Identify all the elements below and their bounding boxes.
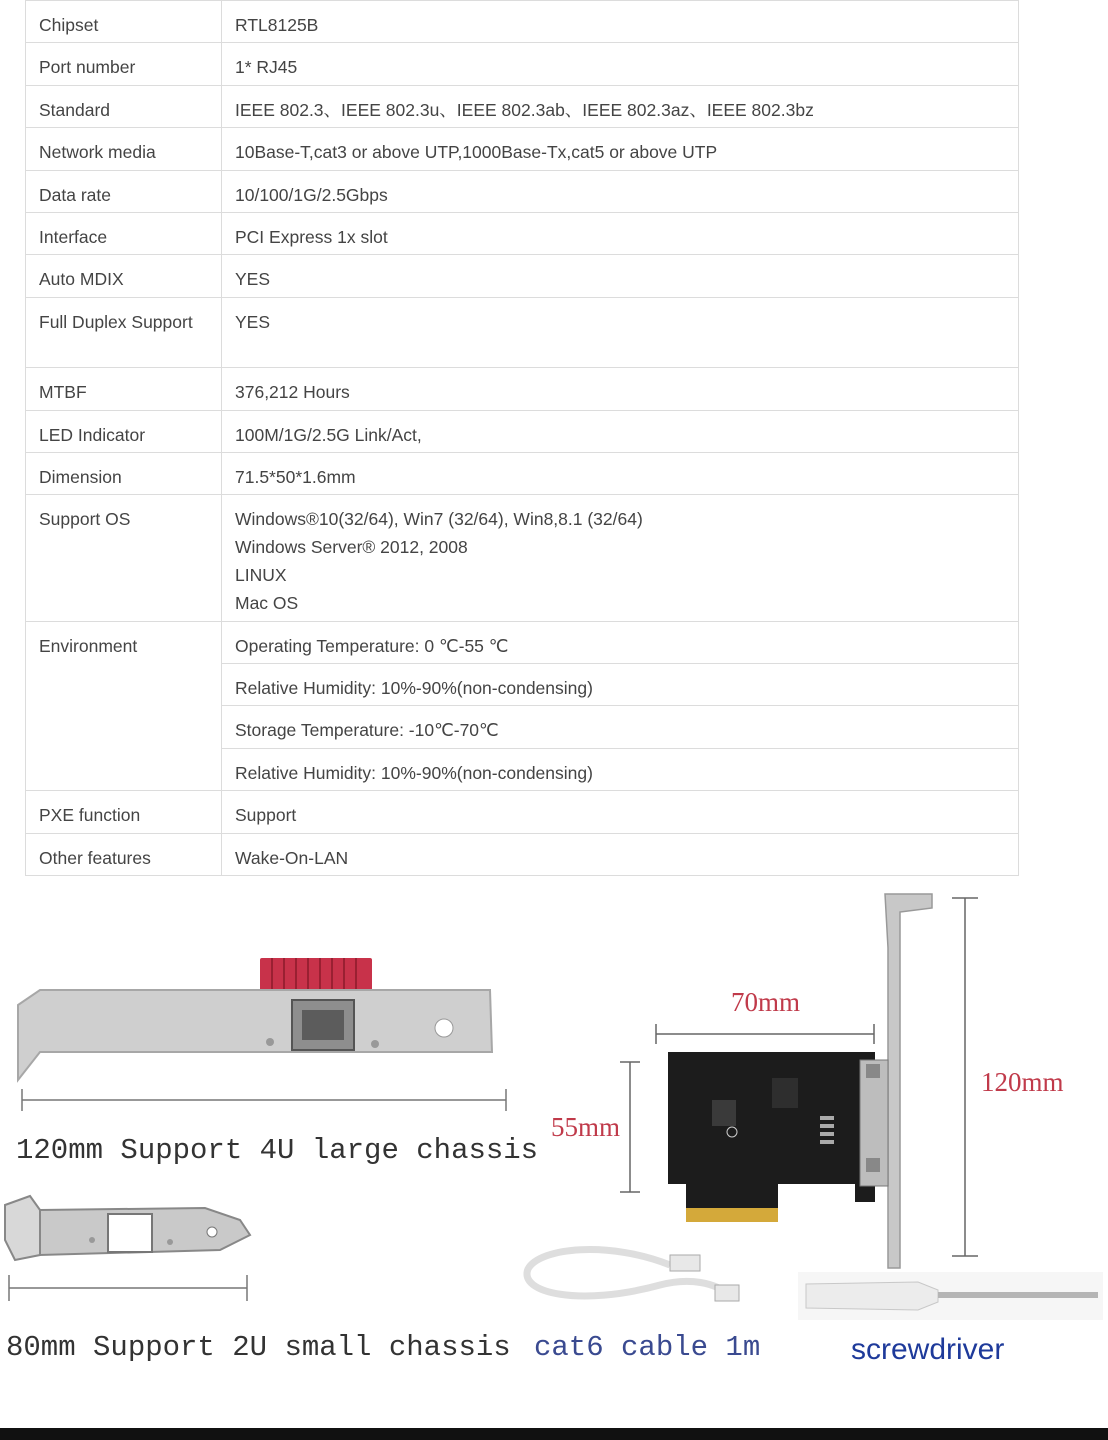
spec-value-cell [222, 833, 1019, 875]
table-row [26, 255, 1019, 297]
dimension-55mm-text: 55mm [551, 1112, 621, 1142]
accessories-area [0, 880, 1108, 1400]
spec-label-cell [26, 1, 222, 43]
spec-value: 10/100/1G/2.5Gbps [235, 184, 388, 205]
spec-label-cell [26, 410, 222, 452]
spec-label-cell [26, 368, 222, 410]
spec-label-cell [26, 128, 222, 170]
depth-55mm-dimension-line [618, 1058, 642, 1198]
spec-value: YES [235, 311, 271, 332]
table-row [26, 368, 1019, 410]
table-row [26, 833, 1019, 875]
spec-label: Dimension [39, 466, 122, 487]
spec-value: 100M/1G/2.5G Link/Act, [235, 424, 422, 445]
spec-label: Environment [39, 635, 138, 656]
spec-label: Other features [39, 847, 151, 868]
spec-value: Operating Temperature: 0 ℃-55 ℃ [235, 635, 509, 656]
spec-value: Support [235, 805, 297, 826]
spec-value-cell [222, 297, 1019, 367]
spec-value: YES [235, 269, 271, 290]
spec-label-cell [26, 255, 222, 297]
spec-label-cell [26, 495, 222, 621]
caption-screwdriver [851, 1333, 1004, 1367]
spec-value: 1* RJ45 [235, 57, 298, 78]
spec-value: Mac OS [235, 593, 299, 614]
dimension-120mm-text: 120mm [981, 1067, 1064, 1097]
spec-label: Auto MDIX [39, 269, 124, 290]
spec-label: Standard [39, 99, 111, 120]
table-row [26, 128, 1019, 170]
caption-4u-chassis [16, 1134, 538, 1167]
spec-value: 71.5*50*1.6mm [235, 466, 356, 487]
spec-value-cell [222, 368, 1019, 410]
network-card-pcb-image [660, 890, 940, 1270]
spec-label: Port number [39, 57, 136, 78]
caption-2u-chassis-text: 80mm Support 2U small chassis [6, 1331, 511, 1364]
full-height-bracket-image [10, 950, 510, 1090]
table-row [26, 452, 1019, 494]
spec-value-cell [222, 1, 1019, 43]
dimension-70mm-text: 70mm [731, 987, 801, 1017]
caption-4u-chassis-text: 120mm Support 4U large chassis [16, 1134, 539, 1167]
dimension-55mm-label [551, 1112, 620, 1143]
caption-screwdriver-text: screwdriver [851, 1333, 1005, 1366]
spec-label: MTBF [39, 382, 87, 403]
spec-table-body [26, 1, 1019, 876]
table-row [26, 410, 1019, 452]
spec-value: Relative Humidity: 10%-90%(non-condensing) [235, 678, 593, 699]
height-120mm-dimension-line [950, 894, 980, 1262]
spec-value: Relative Humidity: 10%-90%(non-condensing) [235, 762, 593, 783]
spec-value-cell [222, 212, 1019, 254]
spec-value-cell [222, 452, 1019, 494]
table-row [26, 1, 1019, 43]
spec-value-cell [222, 85, 1019, 127]
table-row [26, 170, 1019, 212]
spec-label: Data rate [39, 184, 111, 205]
spec-value-cell [222, 621, 1019, 663]
spec-label: PXE function [39, 805, 141, 826]
spec-value-cell [222, 170, 1019, 212]
spec-value: RTL8125B [235, 15, 319, 35]
spec-label-cell [26, 212, 222, 254]
table-row [26, 85, 1019, 127]
dimension-120mm-label [981, 1067, 1064, 1098]
spec-label: Network media [39, 142, 156, 163]
spec-value: 10Base-T,cat3 or above UTP,1000Base-Tx,cat5 or above UTP [235, 142, 718, 163]
spec-value-cell [222, 128, 1019, 170]
spec-table [25, 0, 1019, 876]
caption-cat6-cable-text: cat6 cable 1m [534, 1331, 761, 1364]
spec-value-cell [222, 664, 1019, 706]
spec-label: Interface [39, 226, 108, 247]
spec-value-cell [222, 495, 1019, 621]
spec-value: 376,212 Hours [235, 382, 350, 403]
spec-value-cell [222, 706, 1019, 748]
spec-value: Storage Temperature: -10℃-70℃ [235, 720, 499, 741]
spec-label-cell [26, 297, 222, 367]
bottom-bar [0, 1428, 1108, 1440]
spec-label: Full Duplex Support [39, 311, 193, 332]
spec-label: Support OS [39, 509, 131, 530]
spec-value: IEEE 802.3、IEEE 802.3u、IEEE 802.3ab、IEEE 802.3az、IEEE 802.3bz [235, 99, 814, 120]
table-row [26, 791, 1019, 833]
spec-value: LINUX [235, 565, 287, 586]
screwdriver-image [798, 1272, 1103, 1320]
spec-label-cell [26, 791, 222, 833]
spec-value: PCI Express 1x slot [235, 226, 388, 247]
spec-value: Wake-On-LAN [235, 847, 349, 868]
spec-value-cell [222, 748, 1019, 790]
spec-label-cell [26, 85, 222, 127]
width-120mm-dimension-line [18, 1085, 513, 1115]
table-row [26, 212, 1019, 254]
table-row [26, 495, 1019, 621]
spec-value-cell [222, 43, 1019, 85]
table-row [26, 43, 1019, 85]
spec-label-cell [26, 452, 222, 494]
spec-value-cell [222, 791, 1019, 833]
spec-label-cell [26, 833, 222, 875]
spec-label-cell [26, 621, 222, 791]
low-profile-bracket-image [0, 1190, 260, 1265]
cat6-cable-image [520, 1245, 745, 1315]
spec-label: LED Indicator [39, 424, 146, 445]
caption-cat6-cable [534, 1331, 760, 1364]
spec-value: Windows®10(32/64), Win7 (32/64), Win8,8.1 (32/64) [235, 509, 643, 530]
spec-label-cell [26, 170, 222, 212]
caption-2u-chassis [6, 1331, 511, 1364]
spec-value-cell [222, 410, 1019, 452]
spec-value-cell [222, 255, 1019, 297]
spec-label: Chipset [39, 15, 99, 35]
table-row [26, 297, 1019, 367]
spec-label-cell [26, 43, 222, 85]
table-row [26, 621, 1019, 663]
width-80mm-dimension-line [5, 1273, 255, 1303]
spec-value: Windows Server® 2012, 2008 [235, 537, 468, 558]
